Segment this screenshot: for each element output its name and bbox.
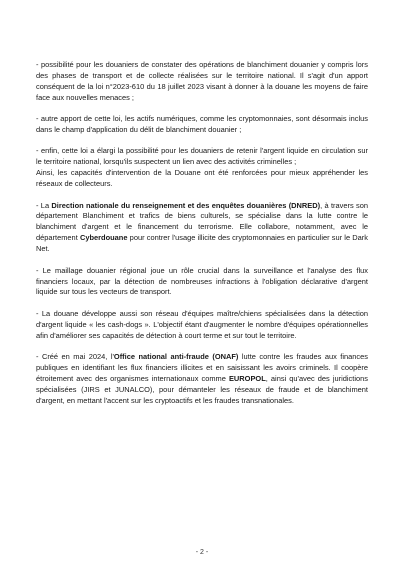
bold-text: Cyberdouane bbox=[79, 233, 128, 243]
text-span: - Créé en mai 2024, l' bbox=[36, 352, 114, 362]
text-span: - enfin, cette loi a élargi la possibilité pour les douaniers de retenir l'argent liquide en circulation sur le territoire national, lorsqu'ils suspectent un lien avec des activités criminelles ; bbox=[36, 146, 368, 167]
paragraph bbox=[36, 146, 368, 190]
text-span: , à travers son département Blanchiment et trafics de biens culturels, se spécialise dans la lutte contre le blanchiment d'argent et le financement du terrorisme. Elle collabore, notamment, avec le département bbox=[36, 200, 369, 243]
text-span: - autre apport de cette loi, les actifs numériques, comme les cryptomonnaies, sont désormais inclus dans le champ d'application du délit de blanchiment douanier ; bbox=[36, 114, 368, 135]
paragraph bbox=[36, 352, 368, 407]
paragraph bbox=[36, 60, 368, 104]
text-span: lutte contre les fraudes aux finances publiques en identifiant les flux financiers illicites et en saisissant les avoirs criminels. Il coopère étroitement avec des organismes internationaux comme bbox=[36, 352, 368, 383]
paragraph bbox=[36, 114, 368, 136]
text-span: , ainsi qu'avec des juridictions spécialisées (JIRS et JUNALCO), pour démanteler les réseaux de fraude et de blanchiment d'argent, en mettant l'accent sur les cryptoactifs et les fraudes transnationales. bbox=[36, 373, 368, 405]
bold-text: Office national anti-fraude (ONAF) bbox=[113, 352, 239, 362]
text-span: - La douane développe aussi son réseau d'équipes maître/chiens spécialisées dans la détection d'argent liquide « les cash-dogs ». L'objectif étant d'augmenter le nombre d'équipes opérationnelles afin d'améliorer ses capacités de détection à court terme et sur tout le territoire. bbox=[36, 308, 368, 340]
paragraph bbox=[36, 201, 368, 256]
bold-text: Direction nationale du renseignement et des enquêtes douanières (DNRED) bbox=[51, 200, 321, 210]
paragraph bbox=[36, 266, 368, 299]
text-span: pour contrer l'usage illicite des cryptomonnaies en particulier sur le Dark Net. bbox=[36, 233, 368, 254]
text-span: - possibilité pour les douaniers de constater des opérations de blanchiment douanier y compris lors des phases de transport et de collecte réalisées sur le territoire national. Il s'agit d'un apport conséquent de la loi n°2023-610 du 18 juillet 2023 visant à donner à la douane les moyens de faire face aux nouvelles menaces ; bbox=[36, 60, 368, 102]
paragraph bbox=[36, 309, 368, 342]
page-number: - 2 - bbox=[195, 549, 209, 556]
text-span: - La bbox=[36, 200, 52, 210]
paragraph-continuation: Ainsi, les capacités d'intervention de la Douane ont été renforcées pour mieux appréhender les réseaux de collecteurs. bbox=[36, 168, 368, 189]
bold-text: EUROPOL bbox=[228, 373, 266, 383]
text-span: - Le maillage douanier régional joue un rôle crucial dans la surveillance et l'analyse des flux financiers locaux, par la détection de nombreuses infractions à l'obligation déclarative d'argent liquide sur tous les vecteurs de transport. bbox=[36, 265, 368, 297]
document-body bbox=[36, 60, 368, 407]
